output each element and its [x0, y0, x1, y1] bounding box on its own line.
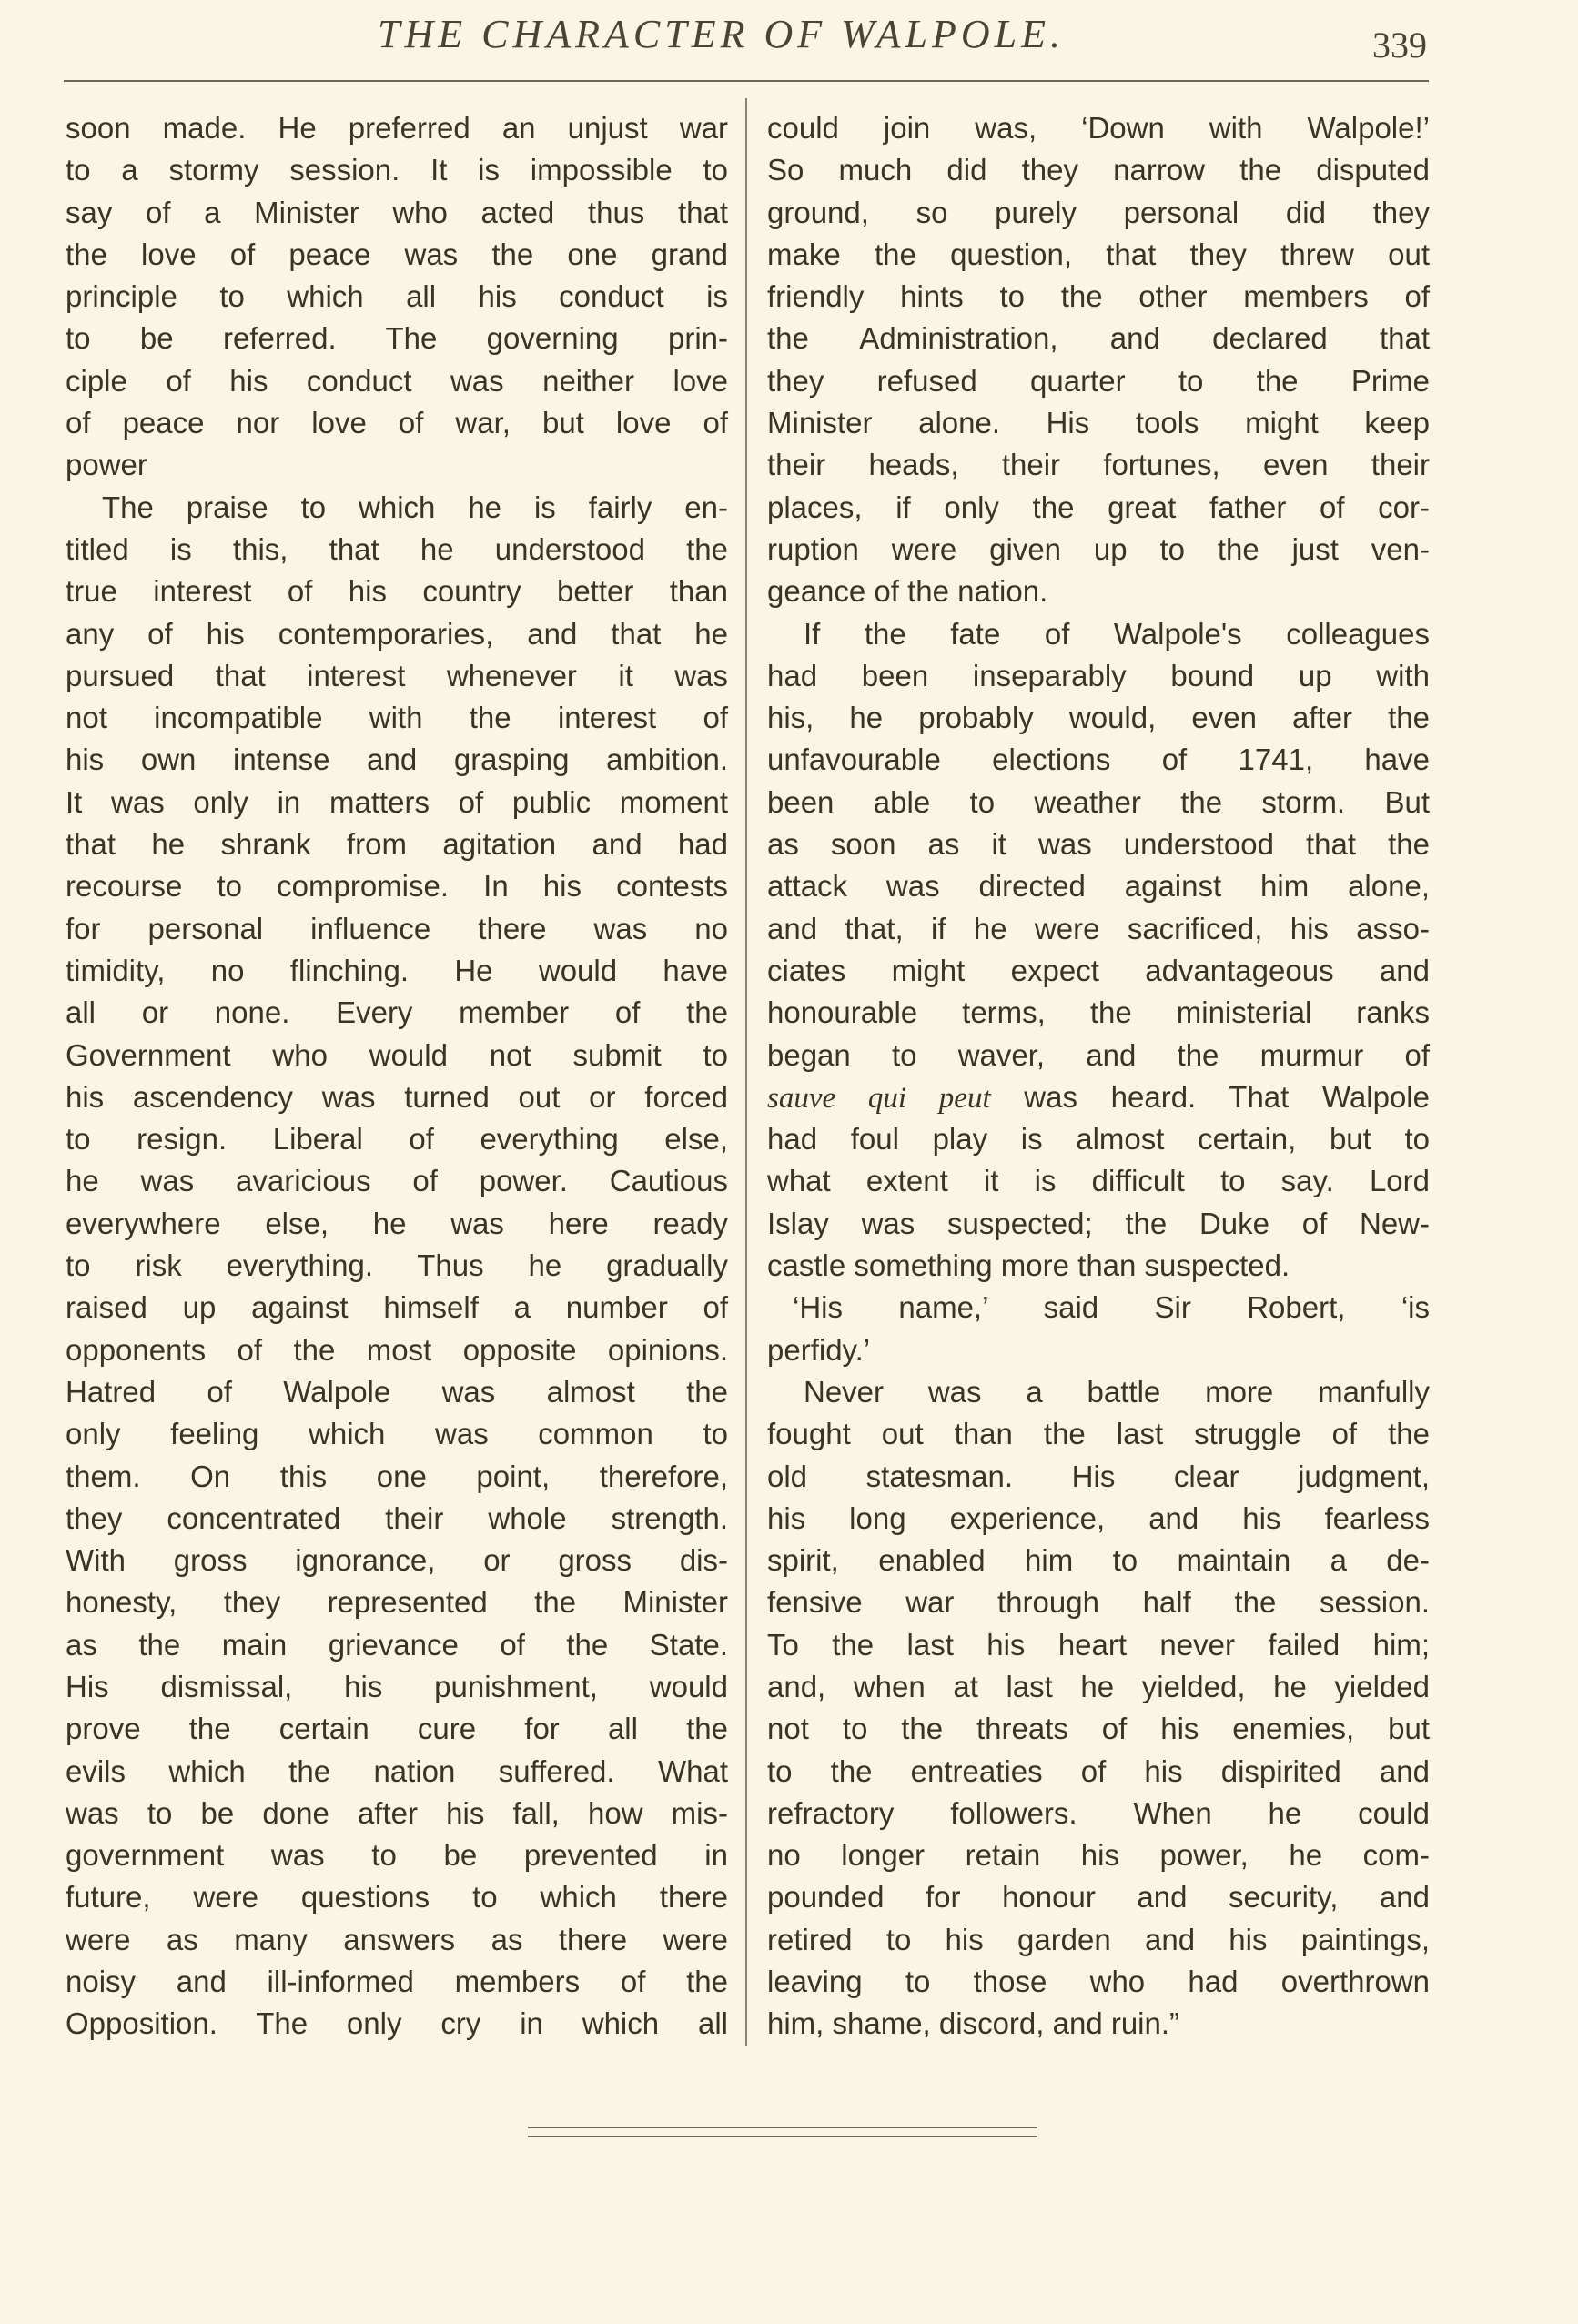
text-line: places, if only the great father of cor-	[767, 490, 1430, 524]
text-line: timidity, no flinching. He would have	[66, 953, 728, 987]
text-line: principle to which all his conduct is	[66, 279, 728, 314]
text-line: his long experience, and his fearless	[767, 1500, 1430, 1535]
text-line: true interest of his country better than	[66, 574, 728, 609]
text-line: all or none. Every member of the	[66, 995, 728, 1030]
text-line: raised up against himself a number of	[66, 1290, 728, 1325]
right-column	[767, 107, 1430, 2046]
text-line: that he shrank from agitation and had	[66, 827, 728, 862]
left-column	[66, 107, 728, 2046]
text-fragment: was heard. That Walpole	[990, 1079, 1430, 1114]
text-line: no longer retain his power, he com-	[767, 1838, 1430, 1873]
text-line: Never was a battle more manfully	[804, 1374, 1430, 1409]
text-line: as the main grievance of the State.	[66, 1627, 728, 1662]
text-line: opponents of the most opposite opinions.	[66, 1332, 728, 1367]
text-line: his, he probably would, even after the	[767, 701, 1430, 735]
text-line: and, when at last he yielded, he yielded	[767, 1669, 1430, 1703]
text-line: If the fate of Walpole's colleagues	[804, 616, 1430, 651]
text-line: soon made. He preferred an unjust war	[66, 111, 728, 145]
text-line: evils which the nation suffered. What	[66, 1753, 728, 1788]
text-line: refractory followers. When he could	[767, 1795, 1430, 1830]
text-line: ‘His name,’ said Sir Robert, ‘is	[793, 1290, 1430, 1325]
text-line: Hatred of Walpole was almost the	[66, 1374, 728, 1409]
text-line	[767, 1076, 1430, 1118]
text-line: Opposition. The only cry in which all	[66, 2006, 728, 2041]
text-line: they concentrated their whole strength.	[66, 1500, 728, 1535]
text-line: Government who would not submit to	[66, 1037, 728, 1072]
text-line: had foul play is almost certain, but to	[767, 1122, 1430, 1157]
text-line: what extent it is difficult to say. Lord	[767, 1164, 1430, 1198]
text-line: to risk everything. Thus he gradually	[66, 1248, 728, 1283]
text-line: government was to be prevented in	[66, 1838, 728, 1873]
text-line: fensive war through half the session.	[767, 1585, 1430, 1620]
header-rule	[64, 80, 1429, 82]
text-line: Islay was suspected; the Duke of New-	[767, 1206, 1430, 1240]
text-line: prove the certain cure for all the	[66, 1712, 728, 1746]
text-line: could join was, ‘Down with Walpole!’	[767, 111, 1430, 145]
text-line: geance of the nation.	[767, 574, 1048, 609]
text-line: to be referred. The governing prin-	[66, 321, 728, 356]
text-line: ruption were given up to the just ven-	[767, 531, 1430, 566]
text-line: ciple of his conduct was neither love	[66, 363, 728, 398]
text-line: Minister alone. His tools might keep	[767, 406, 1430, 440]
text-line: future, were questions to which there	[66, 1880, 728, 1915]
text-line: him, shame, discord, and ruin.”	[767, 2006, 1180, 2041]
italic-phrase: sauve qui peut	[767, 1081, 991, 1115]
text-line: It was only in matters of public moment	[66, 784, 728, 819]
text-line: make the question, that they threw out	[767, 237, 1430, 271]
text-line: noisy and ill-informed members of the	[66, 1965, 728, 1999]
text-line: to resign. Liberal of everything else,	[66, 1122, 728, 1157]
text-line: honourable terms, the ministerial ranks	[767, 995, 1430, 1030]
end-rule-bottom	[528, 2136, 1037, 2137]
text-line: everywhere else, he was here ready	[66, 1206, 728, 1240]
text-line: not incompatible with the interest of	[66, 701, 728, 735]
text-line: recourse to compromise. In his contests	[66, 869, 728, 904]
text-line: So much did they narrow the disputed	[767, 153, 1430, 187]
text-line: and that, if he were sacrificed, his asso-	[767, 911, 1430, 945]
text-line: friendly hints to the other members of	[767, 279, 1430, 314]
text-line: To the last his heart never failed him;	[767, 1627, 1430, 1662]
text-line: retired to his garden and his paintings,	[767, 1922, 1430, 1956]
text-line: the love of peace was the one grand	[66, 237, 728, 271]
text-line: titled is this, that he understood the	[66, 531, 728, 566]
text-line: were as many answers as there were	[66, 1922, 728, 1956]
text-line: ciates might expect advantageous and	[767, 953, 1430, 987]
text-line: to the entreaties of his dispirited and	[767, 1753, 1430, 1788]
text-line: for personal influence there was no	[66, 911, 728, 945]
text-line: honesty, they represented the Minister	[66, 1585, 728, 1620]
text-line: The praise to which he is fairly en-	[102, 490, 728, 524]
text-line: of peace nor love of war, but love of	[66, 406, 728, 440]
text-line: as soon as it was understood that the	[767, 827, 1430, 862]
text-line: been able to weather the storm. But	[767, 784, 1430, 819]
column-divider	[745, 98, 747, 2046]
text-line: His dismissal, his punishment, would	[66, 1669, 728, 1703]
running-head-title: THE CHARACTER OF WALPOLE.	[378, 12, 1066, 56]
text-line: their heads, their fortunes, even their	[767, 448, 1430, 482]
text-line: pursued that interest whenever it was	[66, 658, 728, 692]
text-line: his own intense and grasping ambition.	[66, 743, 728, 777]
text-line: any of his contemporaries, and that he	[66, 616, 728, 651]
text-line: attack was directed against him alone,	[767, 869, 1430, 904]
text-line: had been inseparably bound up with	[767, 658, 1430, 692]
text-line: his ascendency was turned out or forced	[66, 1079, 728, 1114]
text-line: ground, so purely personal did they	[767, 195, 1430, 229]
text-line: power	[66, 448, 147, 482]
text-line: fought out than the last struggle of the	[767, 1417, 1430, 1451]
text-line: leaving to those who had overthrown	[767, 1965, 1430, 1999]
text-line: pounded for honour and security, and	[767, 1880, 1430, 1915]
running-head	[0, 11, 1578, 66]
text-line: castle something more than suspected.	[767, 1248, 1290, 1283]
text-line: was to be done after his fall, how mis-	[66, 1795, 728, 1830]
end-rule-top	[528, 2127, 1037, 2128]
text-line: he was avaricious of power. Cautious	[66, 1164, 728, 1198]
text-line: began to waver, and the murmur of	[767, 1037, 1430, 1072]
text-line: they refused quarter to the Prime	[767, 363, 1430, 398]
text-line: spirit, enabled him to maintain a de-	[767, 1543, 1430, 1578]
text-line: unfavourable elections of 1741, have	[767, 743, 1430, 777]
text-line: only feeling which was common to	[66, 1417, 728, 1451]
text-line: say of a Minister who acted thus that	[66, 195, 728, 229]
text-line: perfidy.’	[767, 1332, 871, 1367]
text-line: old statesman. His clear judgment,	[767, 1459, 1430, 1493]
text-line: With gross ignorance, or gross dis-	[66, 1543, 728, 1578]
text-line: them. On this one point, therefore,	[66, 1459, 728, 1493]
text-line: the Administration, and declared that	[767, 321, 1430, 356]
text-line: to a stormy session. It is impossible to	[66, 153, 728, 187]
page-number: 339	[1372, 25, 1427, 66]
text-line: not to the threats of his enemies, but	[767, 1712, 1430, 1746]
